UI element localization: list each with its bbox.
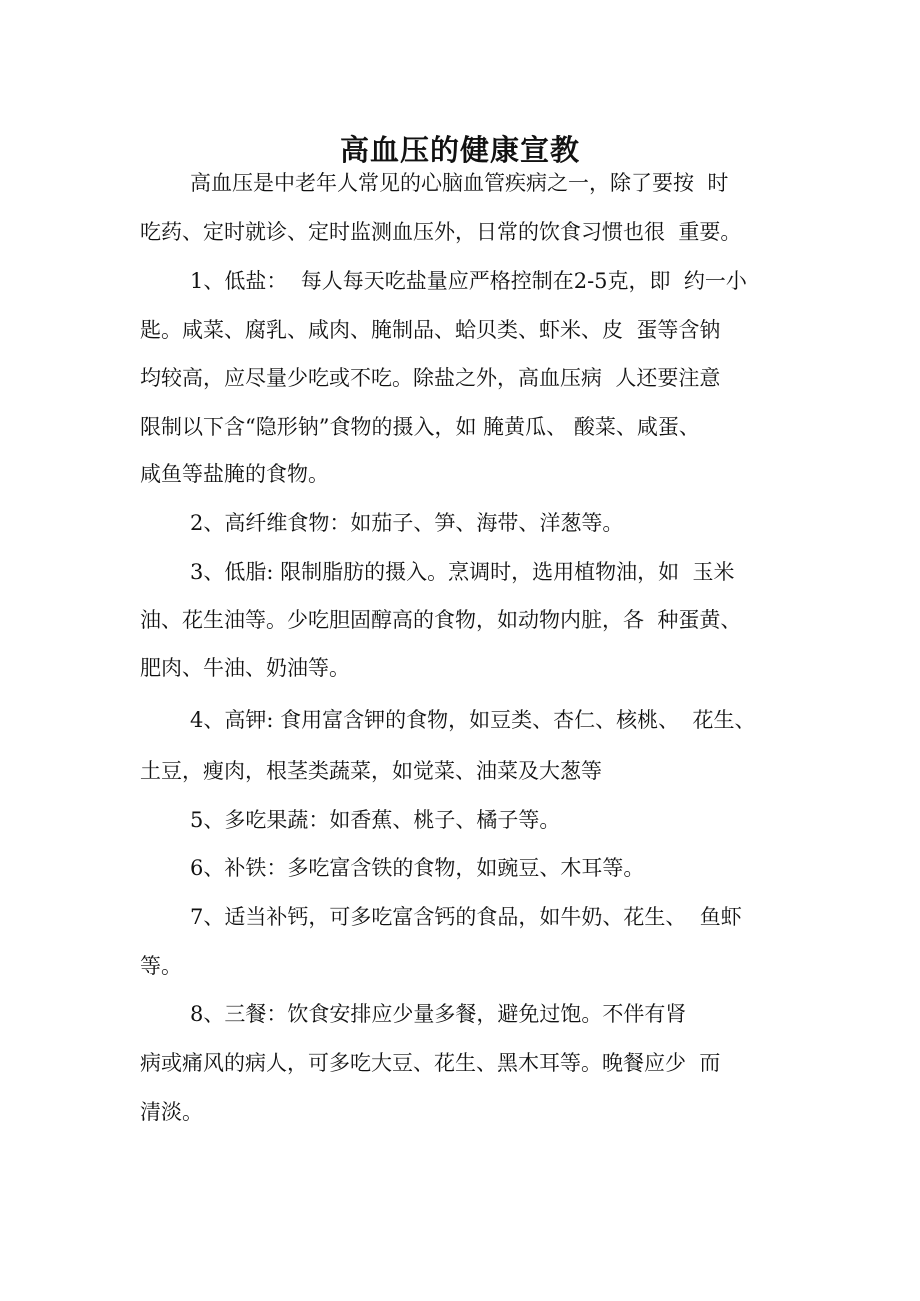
item-1-line-5: 咸鱼等盐腌的食物。: [140, 462, 329, 486]
item-4-line-1: 4、高钾: 食用富含钾的食物，如豆类、杏仁、核桃、 花生、: [190, 708, 756, 732]
intro-line-1: 高血压是中老年人常见的心脑血管疾病之一，除了要按 时: [190, 171, 729, 195]
page-title: 高血压的健康宣教: [339, 133, 580, 168]
item-8-line-1: 8、三餐：饮食安排应少量多餐，避免过饱。不伴有肾: [190, 1002, 687, 1026]
item-7-line-2: 等。: [140, 954, 182, 978]
item-1-line-2: 匙。咸菜、腐乳、咸肉、腌制品、蛤贝类、虾米、皮 蛋等含钠: [140, 318, 721, 342]
item-8-line-2: 病或痛风的病人，可多吃大豆、花生、黑木耳等。晚餐应少 而: [140, 1051, 721, 1075]
intro-line-2: 吃药、定时就诊、定时监测血压外，日常的饮食习惯也很 重要。: [140, 220, 742, 244]
item-1-line-4: 限制以下含“隐形钠”食物的摄入，如 腌黄瓜、 酸菜、咸蛋、: [140, 415, 700, 439]
item-6-line-1: 6、补铁：多吃富含铁的食物，如豌豆、木耳等。: [190, 856, 645, 880]
item-1-line-1: 1、低盐： 每人每天吃盐量应严格控制在2-5克，即 约一小: [190, 269, 747, 293]
item-8-line-3: 清淡。: [140, 1100, 203, 1124]
item-3-line-2: 油、花生油等。少吃胆固醇高的食物，如动物内脏，各 种蛋黄、: [140, 608, 742, 632]
item-3-line-3: 肥肉、牛油、奶油等。: [140, 656, 350, 680]
item-4-line-2: 土豆，瘦肉，根茎类蔬菜，如觉菜、油菜及大葱等: [140, 759, 602, 783]
item-3-line-1: 3、低脂: 限制脂肪的摄入。烹调时，选用植物油，如 玉米: [190, 560, 735, 584]
item-5-line-1: 5、多吃果蔬：如香蕉、桃子、橘子等。: [190, 808, 561, 832]
item-2-line-1: 2、高纤维食物：如茄子、笋、海带、洋葱等。: [190, 511, 624, 535]
item-7-line-1: 7、适当补钙，可多吃富含钙的食品，如牛奶、花生、 鱼虾: [190, 905, 742, 929]
item-1-line-3: 均较高，应尽量少吃或不吃。除盐之外，高血压病 人还要注意: [140, 366, 721, 390]
